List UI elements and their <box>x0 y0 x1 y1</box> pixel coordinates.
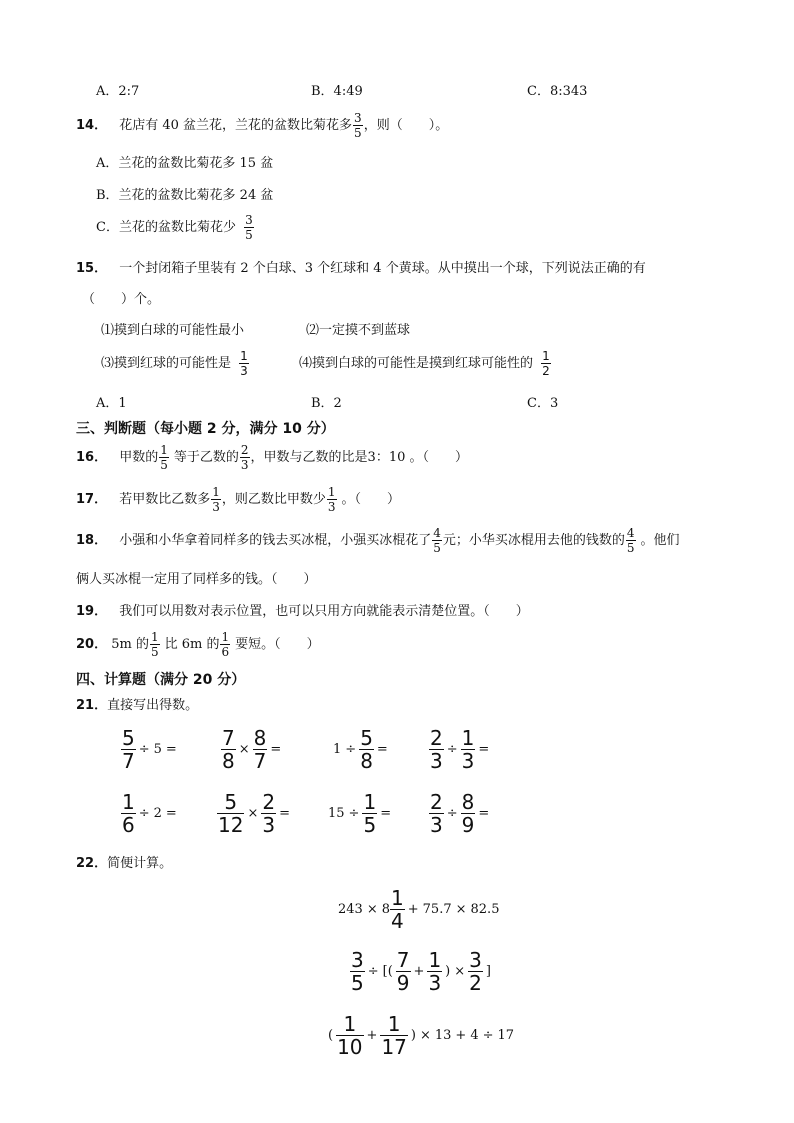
expr-7-8-times-8-7: $\frac{7}{8}$ × $\frac{8}{7}$ = <box>222 726 282 773</box>
q15-statement-1: ⑴摸到白球的可能性最小 <box>101 323 245 338</box>
q19-text: 我们可以用数对表示位置，也可以只用方向就能表示清楚位置。（ ） <box>119 604 529 619</box>
q21-number: 21． <box>76 698 108 713</box>
q18-text: 小强和小华拿着同样多的钱去买冰棍，小强买冰棍花了 <box>119 533 432 548</box>
q15-number: 15． <box>76 261 108 276</box>
q13-option-c: C．8:343 <box>527 84 588 99</box>
q17-text: 。（ ） <box>341 492 401 507</box>
q20-text: 比 6m 的 <box>164 637 220 652</box>
fraction: $\frac{1}{5}$ <box>150 630 159 659</box>
q15-option-b: B．2 <box>311 396 342 411</box>
q20-text: 5m 的 <box>111 637 149 652</box>
expr-1-6-div-2: $\frac{1}{6}$ ÷ 2 = <box>122 790 177 837</box>
q15-statement-2: ⑵一定摸不到蓝球 <box>306 323 411 338</box>
fraction: $\frac{1}{6}$ <box>221 630 230 659</box>
fraction: $\frac{1}{3}$ <box>212 485 220 514</box>
q18-text: 元；小华买冰棍用去他的钱数的 <box>442 533 625 548</box>
q14-option-c-text: C．兰花的盆数比菊花少 <box>96 220 236 235</box>
q19 <box>76 605 529 618</box>
fraction: $\frac{4}{5}$ <box>626 526 635 555</box>
q15-option-c: C．3 <box>527 396 559 411</box>
expr-15-div-1-5: 15 ÷ $\frac{1}{5}$ = <box>328 790 392 837</box>
q22-number: 22． <box>76 856 108 871</box>
q20 <box>76 631 320 658</box>
expr-3-5-div-bracket: $\frac{3}{5}$ ÷ [( $\frac{7}{9}$ + $\frac{1}{3}$ ) × $\frac{3}{2}$ ] <box>351 948 491 995</box>
q15-stem-text: 一个封闭箱子里装有 2 个白球、3 个红球和 4 个黄球。从中摸出一个球，下列说法正确的有 <box>119 261 646 276</box>
q14-number: 14． <box>76 118 108 133</box>
q17-text: 若甲数比乙数多 <box>119 492 211 507</box>
q15-option-a: A．1 <box>96 396 127 411</box>
q16-text: ，甲数与乙数的比是3：10 。（ ） <box>250 450 468 465</box>
q20-text: 要短。（ ） <box>235 637 320 652</box>
q19-number: 19． <box>76 604 108 619</box>
q22-text: 简便计算。 <box>107 856 173 871</box>
q20-number: 20． <box>76 637 108 652</box>
fraction: $\frac{1}{3}$ <box>240 349 248 378</box>
q18-text: 。他们 <box>640 533 680 548</box>
fraction: $\frac{3}{5}$ <box>245 213 253 242</box>
q16 <box>76 444 468 471</box>
q13-option-a: A．2:7 <box>96 84 140 99</box>
q16-text: 等于乙数的 <box>173 450 239 465</box>
expr-1-div-5-8: 1 ÷ $\frac{5}{8}$ = <box>333 726 388 773</box>
q22 <box>76 857 172 870</box>
q17 <box>76 486 400 513</box>
q14-stem-end: ，则（ ）。 <box>363 118 449 133</box>
section-4-heading: 四、计算题（满分 20 分） <box>76 672 246 688</box>
fraction: $\frac{2}{3}$ <box>240 443 249 472</box>
q15-statement-4-text: ⑷摸到白球的可能性是摸到红球可能性的 <box>299 356 534 371</box>
q14-option-b: B．兰花的盆数比菊花多 24 盆 <box>96 188 274 203</box>
q17-text: ，则乙数比甲数少 <box>221 492 326 507</box>
q18-line2: 俩人买冰棍一定用了同样多的钱。（ ） <box>76 572 317 587</box>
expr-2-3-div-8-9: $\frac{2}{3}$ ÷ $\frac{8}{9}$ = <box>430 790 490 837</box>
q21 <box>76 699 198 712</box>
q15-statement-3 <box>101 350 250 377</box>
q21-text: 直接写出得数。 <box>107 698 199 713</box>
fraction: $\frac{1}{2}$ <box>542 349 550 378</box>
q14-stem <box>76 112 448 139</box>
q15-stem <box>76 262 646 275</box>
fraction: $\frac{4}{5}$ <box>433 526 441 555</box>
q15-statement-3-text: ⑶摸到红球的可能性是 <box>101 356 232 371</box>
q17-number: 17． <box>76 492 108 507</box>
fraction: $\frac{3}{5}$ <box>354 111 362 140</box>
expr-243-times-8-1-4-plus-75-7-times-82-5: 243 × 8 $\frac{1}{4}$ + 75.7 × 82.5 <box>338 886 500 933</box>
q14-option-c <box>96 214 255 241</box>
q15-statement-4 <box>299 350 552 377</box>
expr-5-12-times-2-3: $\frac{5}{12}$ × $\frac{2}{3}$ = <box>218 790 290 837</box>
q18-number: 18． <box>76 533 108 548</box>
expr-5-7-div-5: $\frac{5}{7}$ ÷ 5 = <box>122 726 177 773</box>
expr-2-3-div-1-3: $\frac{2}{3}$ ÷ $\frac{1}{3}$ = <box>430 726 490 773</box>
q15-stem-line2: （ ）个。 <box>82 292 161 307</box>
section-3-heading: 三、判断题（每小题 2 分，满分 10 分） <box>76 421 335 437</box>
q14-stem-text: 花店有 40 盆兰花，兰花的盆数比菊花多 <box>119 118 353 133</box>
fraction: $\frac{1}{5}$ <box>160 443 168 472</box>
q16-number: 16． <box>76 450 108 465</box>
q18 <box>76 527 680 554</box>
q16-text: 甲数的 <box>119 450 159 465</box>
q14-option-a: A．兰花的盆数比菊花多 15 盆 <box>96 156 274 171</box>
expr-bracket-1-10-plus-1-17: ( $\frac{1}{10}$ + $\frac{1}{17}$ ) × 13 + 4 ÷ 17 <box>328 1012 515 1059</box>
q13-option-b: B．4:49 <box>311 84 363 99</box>
fraction: $\frac{1}{3}$ <box>327 485 336 514</box>
